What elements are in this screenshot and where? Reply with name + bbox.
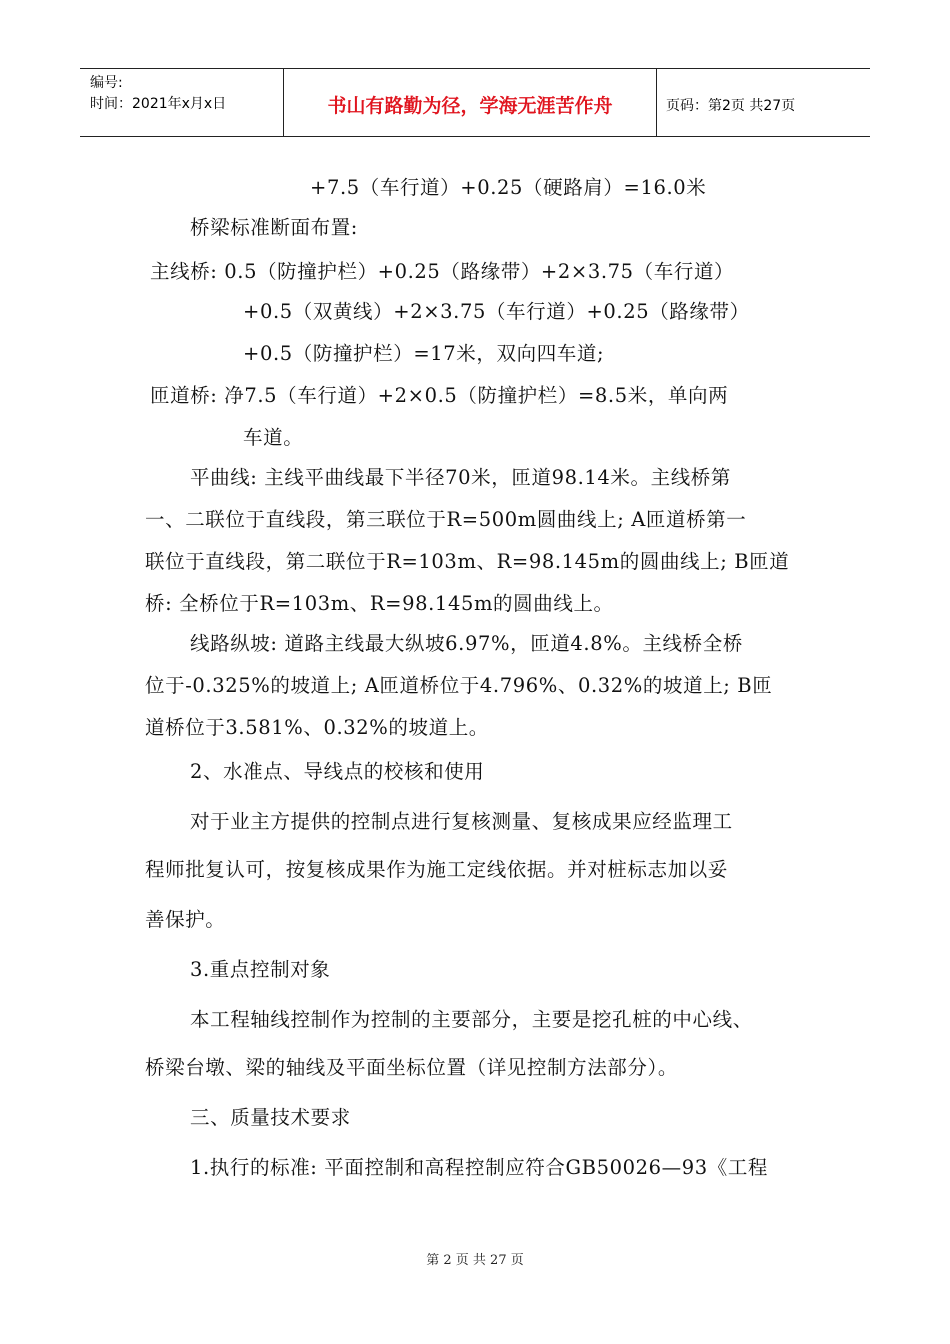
body-line: 匝道桥: 净7.5（车行道）+2×0.5（防撞护栏）=8.5米，单向两 xyxy=(150,384,729,407)
body-line: 程师批复认可，按复核成果作为施工定线依据。并对桩标志加以妥 xyxy=(145,858,728,881)
body-line: 联位于直线段，第二联位于R=103m、R=98.145m的圆曲线上; B匝道 xyxy=(145,550,790,573)
document-number-label: 编号: xyxy=(90,75,123,91)
body-line: 线路纵坡: 道路主线最大纵坡6.97%，匝道4.8%。主线桥全桥 xyxy=(190,632,743,655)
body-line: 善保护。 xyxy=(145,908,226,931)
section-heading: 桥梁标准断面布置: xyxy=(190,216,358,239)
body-line: 对于业主方提供的控制点进行复核测量、复核成果应经监理工 xyxy=(190,810,733,833)
body-line: 位于-0.325%的坡道上; A匝道桥位于4.796%、0.32%的坡道上; B匝 xyxy=(145,674,773,697)
header-right-cell xyxy=(656,69,870,136)
body-line: 桥: 全桥位于R=103m、R=98.145m的圆曲线上。 xyxy=(145,592,614,615)
page-header xyxy=(80,68,870,137)
body-line: 1.执行的标准: 平面控制和高程控制应符合GB50026—93《工程 xyxy=(190,1156,769,1179)
section-heading: 三、质量技术要求 xyxy=(190,1106,351,1129)
header-motto: 书山有路勤为径，学海无涯苦作舟 xyxy=(327,95,613,117)
document-time-label: 时间：2021年x月x日 xyxy=(90,96,227,112)
header-center-cell xyxy=(283,69,657,136)
section-heading: 3.重点控制对象 xyxy=(190,958,331,981)
body-line: 主线桥: 0.5（防撞护栏）+0.25（路缘带）+2×3.75（车行道） xyxy=(150,260,735,283)
page-footer: 第 2 页 共 27 页 xyxy=(426,1253,524,1268)
header-left-cell xyxy=(80,69,283,136)
body-line: +0.5（防撞护栏）=17米，双向四车道; xyxy=(243,342,605,365)
section-heading: 2、水准点、导线点的校核和使用 xyxy=(190,760,485,783)
header-page-info: 页码：第2页 共27页 xyxy=(666,98,796,114)
body-line: 桥梁台墩、梁的轴线及平面坐标位置（详见控制方法部分）。 xyxy=(145,1056,678,1079)
body-line: 道桥位于3.581%、0.32%的坡道上。 xyxy=(145,716,489,739)
body-line: +0.5（双黄线）+2×3.75（车行道）+0.25（路缘带） xyxy=(243,300,750,323)
body-line: +7.5（车行道）+0.25（硬路肩）=16.0米 xyxy=(310,176,707,199)
body-line: 本工程轴线控制作为控制的主要部分，主要是挖孔桩的中心线、 xyxy=(190,1008,753,1031)
body-line: 平曲线: 主线平曲线最下半径70米，匝道98.14米。主线桥第 xyxy=(190,466,732,489)
body-line: 车道。 xyxy=(243,426,304,449)
body-line: 一、二联位于直线段，第三联位于R=500m圆曲线上; A匝道桥第一 xyxy=(145,508,747,531)
